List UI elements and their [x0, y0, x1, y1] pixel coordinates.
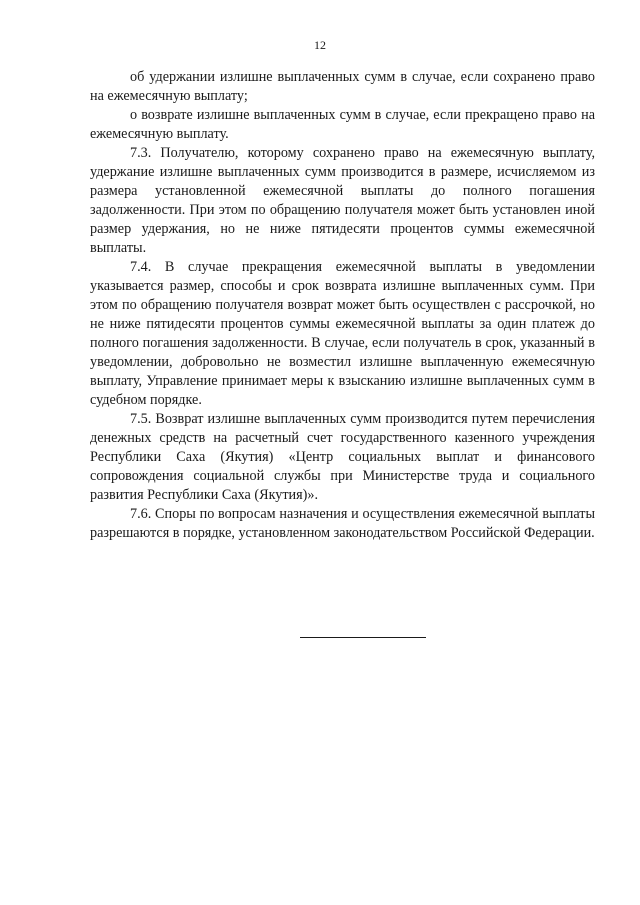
- page-number: 12: [314, 38, 326, 52]
- paragraph-7-3: 7.3. Получателю, которому сохранено право на ежемесячную выплату, удержание излишне выплаченных сумм производится в размере, исчисляемом из размера установленной ежемесячной выплаты до полного погашения задолженности. При этом по обращению получателя может быть установлен иной размер удержания, но не ниже пятидесяти процентов суммы ежемесячной выплаты.: [90, 145, 595, 256]
- paragraph-7-6: 7.6. Споры по вопросам назначения и осуществления ежемесячной выплаты разрешаются в порядке, установленном законодательством Российской Федерации.: [90, 506, 595, 541]
- paragraph-refund: о возврате излишне выплаченных сумм в случае, если прекращено право на ежемесячную выплату.: [90, 107, 595, 142]
- document-body: [90, 68, 595, 543]
- paragraph-withholding: об удержании излишне выплаченных сумм в случае, если сохранено право на ежемесячную выплату;: [90, 69, 595, 104]
- end-separator-line: [300, 637, 426, 638]
- paragraph-7-4: 7.4. В случае прекращения ежемесячной выплаты в уведомлении указывается размер, способы и срок возврата излишне выплаченных сумм. При этом по обращению получателя возврат может быть осуществлен с рассрочкой, но не ниже пятидесяти процентов суммы ежемесячной выплаты за один платеж до полного погашения задолженности. В случае, если получатель в срок, указанный в уведомлении, добровольно не возместил излишне выплаченную ежемесячную выплату, Управление принимает меры к взысканию излишне выплаченных сумм в судебном порядке.: [90, 259, 595, 408]
- paragraph-7-5: 7.5. Возврат излишне выплаченных сумм производится путем перечисления денежных средств на расчетный счет государственного казенного учреждения Республики Саха (Якутия) «Центр социальных выплат и финансового сопровождения социальной службы при Министерстве труда и социального развития Республики Саха (Якутия)».: [90, 411, 595, 503]
